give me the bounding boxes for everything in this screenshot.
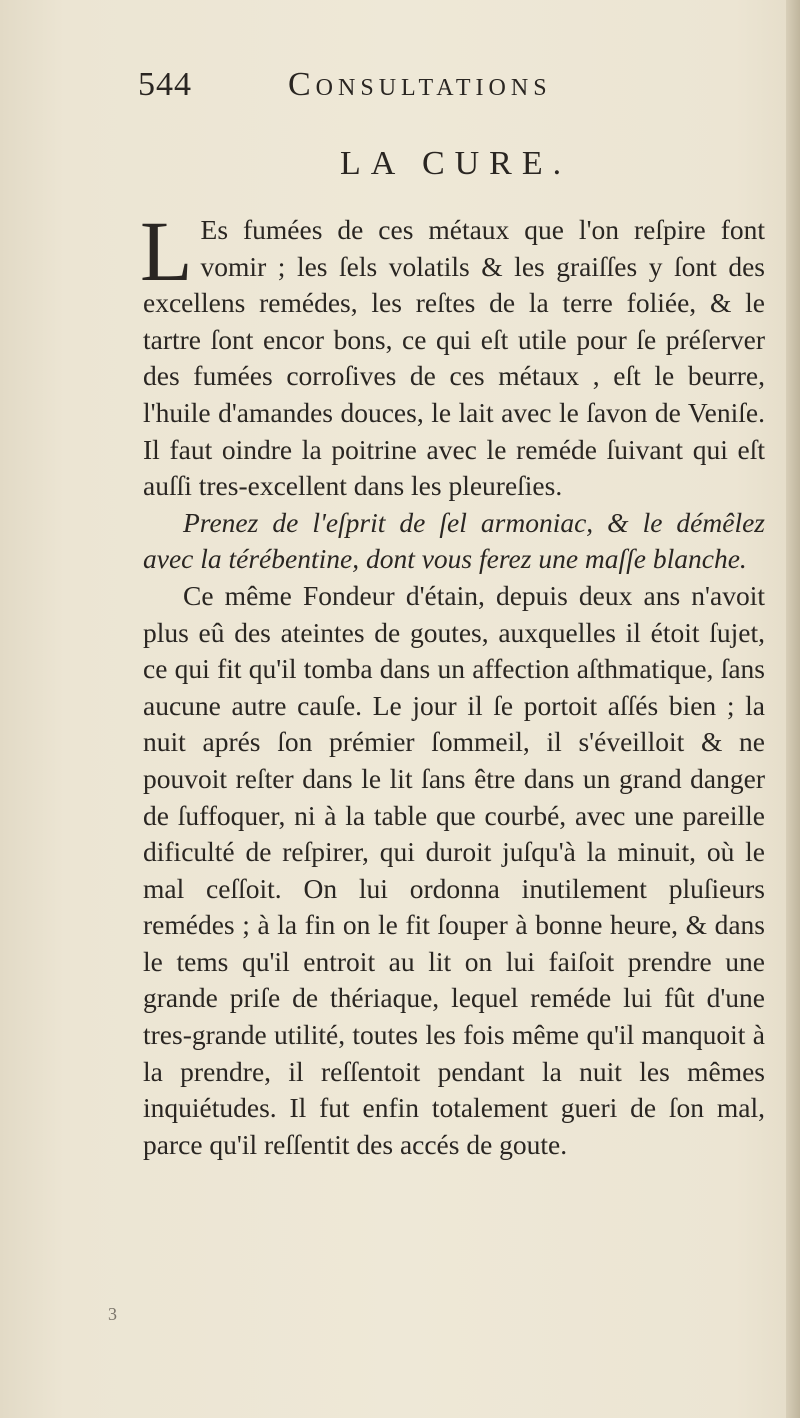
drop-cap: L bbox=[140, 203, 193, 299]
page-edge bbox=[786, 0, 800, 1418]
body-text bbox=[140, 203, 765, 1163]
page-header bbox=[138, 66, 638, 116]
running-head: Consultations bbox=[288, 66, 552, 103]
paragraph-recipe: Prenez de l'eſprit de ſel armoniac, & le démêlez avec la térébentine, dont vous ferez une maſſe blanche. bbox=[143, 506, 765, 575]
section-title: LA CURE. bbox=[340, 145, 572, 182]
paragraph-intro bbox=[140, 203, 765, 505]
margin-mark: 3 bbox=[108, 1304, 117, 1324]
page-number: 544 bbox=[138, 66, 192, 103]
paragraph-case: Ce même Fondeur d'étain, depuis deux ans n'avoit plus eû des ateintes de goutes, auxquelles il étoit ſujet, ce qui fit qu'il tomba dans un affection aſthmatique, ſans aucune autre cauſe. Le jour il ſe portoit aſſés bien ; la nuit aprés ſon prémier ſommeil, il s'éveilloit & ne pouvoit reſter dans le lit ſans être dans un grand danger de ſuffoquer, ni à la table que courbé, avec une pareille dificulté de reſpirer, qui duroit juſqu'à la minuit, où le mal ceſſoit. On lui ordonna inutilement pluſieurs remédes ; à la fin on le fit ſouper à bonne heure, & dans le tems qu'il entroit au lit on lui faiſoit prendre une grande priſe de thériaque, lequel reméde lui fût d'une tres-grande utilité, toutes les fois même qu'il manquoit à la prendre, il reſſentoit pendant la nuit les mêmes inquiétudes. Il fut enfin totalement gueri de ſon mal, parce qu'il reſſentit des accés de goute. bbox=[143, 579, 765, 1160]
paragraph-intro-text: Es fumées de ces métaux que l'on reſpire font vomir ; les ſels volatils & les graiſſes y ſont des excellens remédes, les reſtes de la terre foliée, & le tartre ſont encor bons, ce qui eſt utile pour ſe préſerver des fumées corroſives de ces métaux , eſt le beurre, l'huile d'amandes douces, le lait avec le ſavon de Veniſe. Il faut oindre la poitrine avec le reméde ſuivant qui eſt auſſi tres-excellent dans les pleureſies. bbox=[143, 214, 765, 502]
